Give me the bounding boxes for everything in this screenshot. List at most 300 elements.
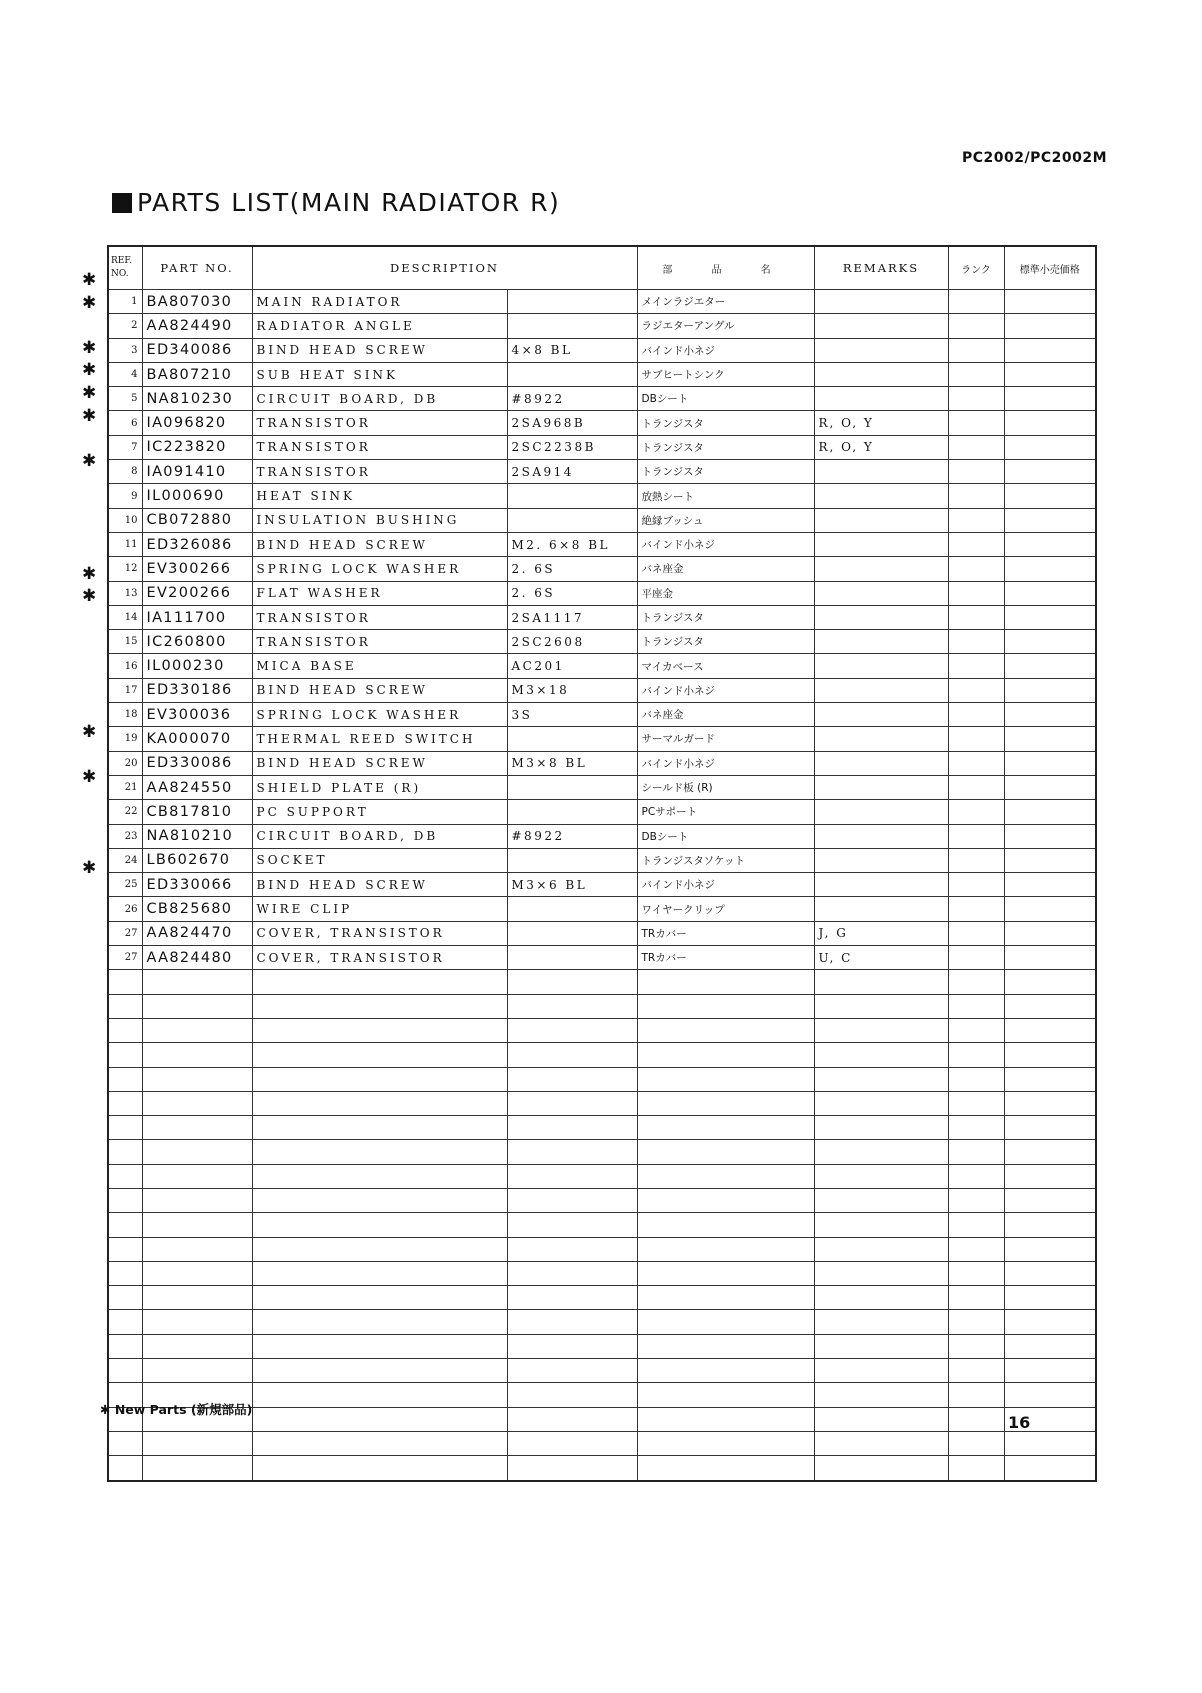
description-cell [252,1334,507,1358]
japanese-name-cell [637,1018,814,1042]
ref-no-cell [108,1067,142,1091]
table-row [108,435,1096,459]
rank-cell [948,557,1004,581]
japanese-name-cell [637,1140,814,1164]
description-cell: CIRCUIT BOARD, DB [252,387,507,411]
price-cell [1004,1213,1096,1237]
remarks-cell [814,994,948,1018]
part-no-cell [142,1456,252,1481]
table-row [108,532,1096,556]
new-part-mark: ✱ [82,563,97,584]
remarks-cell [814,654,948,678]
spec-cell [507,1359,637,1383]
description-cell [252,1261,507,1285]
rank-cell [948,1140,1004,1164]
page-title-text: PARTS LIST(MAIN RADIATOR R) [137,188,561,217]
part-no-cell: IL000690 [142,484,252,508]
part-no-cell: IL000230 [142,654,252,678]
remarks-cell [814,703,948,727]
part-no-cell: EV300036 [142,703,252,727]
japanese-name-cell [637,1334,814,1358]
price-cell [1004,824,1096,848]
spec-cell [507,994,637,1018]
ref-no-cell: 27 [108,921,142,945]
remarks-cell [814,751,948,775]
part-no-cell: ED340086 [142,338,252,362]
part-no-cell [142,1091,252,1115]
rank-cell [948,921,1004,945]
japanese-name-cell: メインラジエター [637,290,814,314]
part-no-cell: KA000070 [142,727,252,751]
table-row [108,897,1096,921]
remarks-cell [814,970,948,994]
empty-row [108,1188,1096,1212]
spec-cell [507,800,637,824]
price-cell [1004,557,1096,581]
description-cell: WIRE CLIP [252,897,507,921]
model-number: PC2002/PC2002M [961,150,1107,166]
spec-cell [507,1456,637,1481]
ref-no-cell: 13 [108,581,142,605]
remarks-cell [814,557,948,581]
part-no-cell: IA091410 [142,460,252,484]
spec-cell: 2SC2608 [507,630,637,654]
table-row [108,605,1096,629]
part-no-cell: NA810230 [142,387,252,411]
rank-cell [948,703,1004,727]
rank-cell [948,800,1004,824]
description-cell: SPRING LOCK WASHER [252,557,507,581]
description-cell: COVER, TRANSISTOR [252,921,507,945]
part-no-cell [142,970,252,994]
spec-cell: M2. 6×8 BL [507,532,637,556]
ref-no-cell [108,1164,142,1188]
part-no-cell [142,1213,252,1237]
new-part-mark: ✱ [82,360,97,381]
remarks-cell [814,605,948,629]
japanese-name-cell: TRカバー [637,946,814,970]
part-no-cell [142,1043,252,1067]
ref-no-cell: 10 [108,508,142,532]
spec-cell [507,1067,637,1091]
remarks-cell [814,1018,948,1042]
price-cell [1004,654,1096,678]
price-cell [1004,848,1096,872]
price-cell [1004,1140,1096,1164]
rank-cell [948,946,1004,970]
japanese-name-cell [637,1359,814,1383]
page-title [112,188,560,217]
part-no-cell: IA111700 [142,605,252,629]
ref-no-cell: 23 [108,824,142,848]
price-cell [1004,897,1096,921]
part-no-cell [142,1116,252,1140]
square-bullet-icon [112,193,132,213]
price-cell [1004,387,1096,411]
empty-row [108,1383,1096,1407]
parts-table [107,245,1097,1482]
description-cell: BIND HEAD SCREW [252,532,507,556]
japanese-name-cell: 放熱シート [637,484,814,508]
spec-cell [507,1213,637,1237]
description-cell: SUB HEAT SINK [252,362,507,386]
part-no-cell [142,1164,252,1188]
remarks-cell [814,824,948,848]
remarks-cell [814,532,948,556]
ref-no-cell: 22 [108,800,142,824]
remarks-cell [814,387,948,411]
description-cell: FLAT WASHER [252,581,507,605]
ref-no-cell [108,1456,142,1481]
remarks-cell [814,314,948,338]
japanese-name-cell: バネ座金 [637,703,814,727]
header-description: DESCRIPTION [252,246,637,290]
spec-cell: 2SA968B [507,411,637,435]
table-row [108,775,1096,799]
rank-cell [948,897,1004,921]
table-row [108,460,1096,484]
rank-cell [948,1407,1004,1431]
price-cell [1004,1018,1096,1042]
rank-cell [948,775,1004,799]
ref-no-cell: 6 [108,411,142,435]
rank-cell [948,411,1004,435]
japanese-name-cell [637,1261,814,1285]
rank-cell [948,824,1004,848]
description-cell [252,1310,507,1334]
remarks-cell [814,1407,948,1431]
empty-row [108,1407,1096,1431]
table-row [108,581,1096,605]
spec-cell [507,1043,637,1067]
spec-cell [507,1310,637,1334]
description-cell [252,1164,507,1188]
table-row [108,508,1096,532]
ref-no-cell [108,1334,142,1358]
spec-cell [507,946,637,970]
description-cell [252,1140,507,1164]
remarks-cell [814,800,948,824]
empty-row [108,1091,1096,1115]
remarks-cell [814,897,948,921]
part-no-cell: ED330186 [142,678,252,702]
japanese-name-cell: トランジスタ [637,435,814,459]
japanese-name-cell [637,1091,814,1115]
description-cell: MAIN RADIATOR [252,290,507,314]
spec-cell: 2SA914 [507,460,637,484]
japanese-name-cell: トランジスタ [637,460,814,484]
spec-cell [507,314,637,338]
new-part-mark: ✱ [82,383,97,403]
ref-no-cell: 9 [108,484,142,508]
ref-no-cell [108,994,142,1018]
description-cell [252,1043,507,1067]
part-no-cell [142,1431,252,1455]
remarks-cell: R, O, Y [814,435,948,459]
table-row [108,921,1096,945]
header-ref: REF. [111,256,133,266]
spec-cell: #8922 [507,387,637,411]
header-part-no: PART NO. [142,246,252,290]
part-no-cell: EV200266 [142,581,252,605]
price-cell [1004,703,1096,727]
remarks-cell [814,1213,948,1237]
table-row [108,484,1096,508]
description-cell: BIND HEAD SCREW [252,338,507,362]
rank-cell [948,605,1004,629]
remarks-cell [814,727,948,751]
japanese-name-cell: DBシート [637,387,814,411]
page-number: 16 [1008,1413,1031,1432]
ref-no-cell [108,1310,142,1334]
description-cell: COVER, TRANSISTOR [252,946,507,970]
rank-cell [948,678,1004,702]
parts-table-body [108,290,1096,1481]
spec-cell: AC201 [507,654,637,678]
remarks-cell [814,1164,948,1188]
rank-cell [948,1043,1004,1067]
table-row [108,751,1096,775]
table-row [108,946,1096,970]
rank-cell [948,1091,1004,1115]
spec-cell: M3×6 BL [507,873,637,897]
description-cell [252,1067,507,1091]
description-cell [252,1407,507,1431]
ref-no-cell: 4 [108,362,142,386]
spec-cell [507,1407,637,1431]
spec-cell [507,775,637,799]
new-part-mark: ✱ [82,405,97,426]
description-cell: SOCKET [252,848,507,872]
price-cell [1004,460,1096,484]
spec-cell: #8922 [507,824,637,848]
part-no-cell [142,1334,252,1358]
remarks-cell [814,1286,948,1310]
part-no-cell: IC223820 [142,435,252,459]
ref-no-cell: 21 [108,775,142,799]
japanese-name-cell: シールド板 (R) [637,775,814,799]
ref-no-cell: 16 [108,654,142,678]
japanese-name-cell [637,1164,814,1188]
new-part-mark: ✱ [82,337,97,358]
remarks-cell [814,1334,948,1358]
japanese-name-cell [637,1213,814,1237]
header-rank: ランク [948,246,1004,290]
empty-row [108,1359,1096,1383]
ref-no-cell: 18 [108,703,142,727]
japanese-name-cell [637,1237,814,1261]
rank-cell [948,1310,1004,1334]
price-cell [1004,435,1096,459]
ref-no-cell: 15 [108,630,142,654]
ref-no-cell: 12 [108,557,142,581]
rank-cell [948,1286,1004,1310]
japanese-name-cell: トランジスタ [637,605,814,629]
table-row [108,703,1096,727]
remarks-cell [814,678,948,702]
new-part-mark: ✱ [82,270,97,290]
spec-cell [507,1286,637,1310]
spec-cell: 3S [507,703,637,727]
description-cell: MICA BASE [252,654,507,678]
rank-cell [948,1018,1004,1042]
ref-no-cell: 1 [108,290,142,314]
empty-row [108,1213,1096,1237]
remarks-cell [814,1091,948,1115]
rank-cell [948,1359,1004,1383]
part-no-cell [142,1286,252,1310]
japanese-name-cell [637,1431,814,1455]
price-cell [1004,362,1096,386]
remarks-cell [814,1043,948,1067]
rank-cell [948,508,1004,532]
japanese-name-cell: バネ座金 [637,557,814,581]
price-cell [1004,727,1096,751]
japanese-name-cell [637,1043,814,1067]
japanese-name-cell [637,1188,814,1212]
price-cell [1004,1431,1096,1455]
spec-cell [507,1116,637,1140]
price-cell [1004,1116,1096,1140]
ref-no-cell: 2 [108,314,142,338]
price-cell [1004,411,1096,435]
part-no-cell: ED330086 [142,751,252,775]
ref-no-cell [108,1237,142,1261]
header-price: 標準小売価格 [1004,246,1096,290]
ref-no-cell: 25 [108,873,142,897]
description-cell [252,1431,507,1455]
price-cell [1004,970,1096,994]
japanese-name-cell: 平座金 [637,581,814,605]
rank-cell [948,387,1004,411]
description-cell [252,1237,507,1261]
rank-cell [948,994,1004,1018]
empty-row [108,1431,1096,1455]
ref-no-cell [108,1261,142,1285]
rank-cell [948,1383,1004,1407]
ref-no-cell [108,1043,142,1067]
part-no-cell: IC260800 [142,630,252,654]
rank-cell [948,1067,1004,1091]
part-no-cell: NA810210 [142,824,252,848]
rank-cell [948,460,1004,484]
rank-cell [948,848,1004,872]
header-remarks: REMARKS [814,246,948,290]
table-header-row [108,246,1096,290]
spec-cell [507,1164,637,1188]
part-no-cell: ED330066 [142,873,252,897]
empty-row [108,1310,1096,1334]
price-cell [1004,314,1096,338]
new-part-mark: ✱ [82,722,97,742]
japanese-name-cell: バインド小ネジ [637,532,814,556]
table-row [108,362,1096,386]
empty-row [108,1261,1096,1285]
part-no-cell: CB072880 [142,508,252,532]
description-cell: BIND HEAD SCREW [252,678,507,702]
table-row [108,678,1096,702]
spec-cell [507,484,637,508]
new-part-mark: ✱ [82,292,97,313]
spec-cell [507,1334,637,1358]
header-ref-no [108,246,142,290]
price-cell [1004,1310,1096,1334]
table-row [108,630,1096,654]
description-cell [252,1116,507,1140]
spec-cell [507,290,637,314]
japanese-name-cell: 絶縁ブッシュ [637,508,814,532]
description-cell [252,1286,507,1310]
spec-cell [507,921,637,945]
description-cell: INSULATION BUSHING [252,508,507,532]
empty-row [108,1286,1096,1310]
ref-no-cell: 27 [108,946,142,970]
part-no-cell [142,1018,252,1042]
remarks-cell [814,581,948,605]
description-cell: BIND HEAD SCREW [252,873,507,897]
price-cell [1004,484,1096,508]
rank-cell [948,290,1004,314]
description-cell: THERMAL REED SWITCH [252,727,507,751]
part-no-cell: BA807030 [142,290,252,314]
spec-cell [507,848,637,872]
remarks-cell [814,1140,948,1164]
spec-cell: 2SA1117 [507,605,637,629]
spec-cell [507,1188,637,1212]
description-cell: BIND HEAD SCREW [252,751,507,775]
japanese-name-cell: PCサポート [637,800,814,824]
ref-no-cell: 20 [108,751,142,775]
price-cell [1004,1261,1096,1285]
price-cell [1004,1043,1096,1067]
remarks-cell: U, C [814,946,948,970]
remarks-cell [814,873,948,897]
description-cell [252,1213,507,1237]
spec-cell [507,1261,637,1285]
part-no-cell [142,1261,252,1285]
price-cell [1004,1188,1096,1212]
description-cell [252,1383,507,1407]
part-no-cell: BA807210 [142,362,252,386]
ref-no-cell: 24 [108,848,142,872]
price-cell [1004,946,1096,970]
remarks-cell [814,848,948,872]
spec-cell [507,1140,637,1164]
remarks-cell [814,1261,948,1285]
rank-cell [948,435,1004,459]
japanese-name-cell: サーマルガード [637,727,814,751]
description-cell [252,1091,507,1115]
ref-no-cell [108,1286,142,1310]
part-no-cell [142,1067,252,1091]
header-japanese-name: 部 品 名 [637,246,814,290]
ref-no-cell [108,1431,142,1455]
japanese-name-cell: トランジスタ [637,630,814,654]
ref-no-cell [108,1018,142,1042]
remarks-cell [814,1188,948,1212]
description-cell [252,970,507,994]
japanese-name-cell: トランジスタソケット [637,848,814,872]
japanese-name-cell: サブヒートシンク [637,362,814,386]
price-cell [1004,678,1096,702]
part-no-cell [142,1237,252,1261]
ref-no-cell [108,1140,142,1164]
remarks-cell [814,1383,948,1407]
price-cell [1004,1286,1096,1310]
empty-row [108,1140,1096,1164]
japanese-name-cell [637,1116,814,1140]
description-cell: TRANSISTOR [252,605,507,629]
